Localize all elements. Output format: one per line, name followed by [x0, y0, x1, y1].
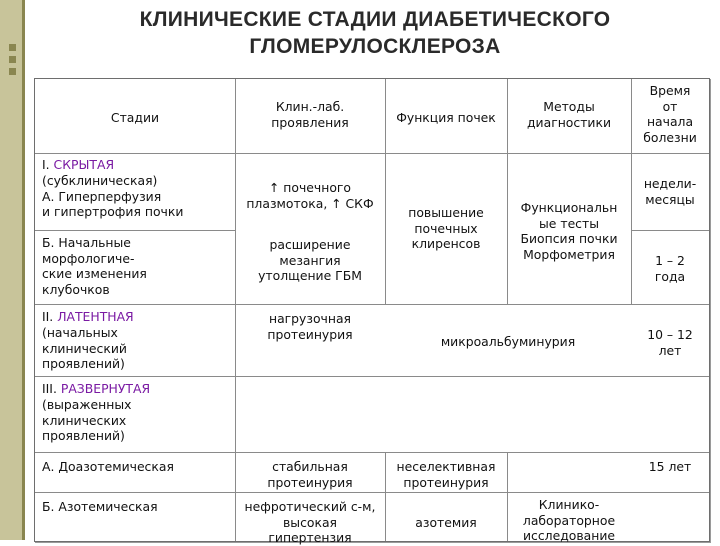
header-diagnostics: Методы диагностики — [526, 99, 612, 130]
header-clinical: Клин.-лаб. проявления — [271, 99, 349, 130]
stage-2-microalbuminuria: микроальбуминурия — [440, 334, 576, 349]
row-divider — [35, 153, 709, 154]
stage-3b-title: Б. Азотемическая — [42, 499, 158, 514]
stage-1-description: (субклиническая) А. Гиперперфузия и гипертрофия почки — [42, 173, 184, 219]
stage-3-number: III. — [42, 381, 61, 396]
slide-title — [30, 6, 720, 60]
stage-2-number: II. — [42, 309, 58, 324]
stage-3a-title: А. Доазотемическая — [42, 459, 174, 474]
row-divider — [35, 452, 709, 453]
stage-3b-kidney-function: азотемия — [415, 515, 477, 530]
stage-3-name: РАЗВЕРНУТАЯ — [60, 381, 151, 396]
stage-3a-kidney-function: неселективная протеинурия — [396, 459, 496, 490]
stage-3b-clinical: нефротический с-м, высокая гипертензия — [244, 499, 376, 545]
cell-divider — [35, 230, 235, 231]
stage-1b-time: 1 – 2 года — [654, 253, 686, 284]
stage-1-title — [42, 157, 232, 173]
stage-1a-clinical: ↑ почечного плазмотока, ↑ СКФ — [246, 180, 374, 211]
stage-3-description: (выраженных клинических проявлений) — [42, 397, 132, 443]
stage-1-diagnostics: Функциональн ые тесты Биопсия почки Морфометрия — [520, 200, 618, 262]
row-divider — [35, 492, 709, 493]
stages-table — [34, 78, 710, 545]
stage-3b-diagnostics: Клинико- лабораторное исследование — [522, 497, 616, 543]
stage-3a-time: 15 лет — [648, 459, 692, 474]
sidebar-bullet — [9, 56, 16, 63]
sidebar-bullet — [9, 68, 16, 75]
title-line-2: ГЛОМЕРУЛОСКЛЕРОЗА — [249, 35, 501, 58]
row-divider — [35, 376, 709, 377]
slide-sidebar — [0, 0, 22, 540]
header-kidney-function: Функция почек — [396, 110, 496, 125]
stage-3-title — [42, 381, 232, 397]
stage-3a-clinical: стабильная протеинурия — [267, 459, 353, 490]
stage-1-kidney-function: повышение почечных клиренсов — [408, 205, 484, 251]
title-line-1: КЛИНИЧЕСКИЕ СТАДИИ ДИАБЕТИЧЕСКОГО — [139, 8, 611, 31]
stage-1-name: СКРЫТАЯ — [53, 157, 115, 172]
slide-sidebar-strip — [22, 0, 25, 540]
stage-2-time: 10 – 12 лет — [647, 327, 693, 358]
stage-1b-clinical: расширение мезангия утолщение ГБМ — [258, 237, 362, 283]
header-time: Время от начала болезни — [643, 83, 697, 145]
cell-divider — [631, 230, 709, 231]
stage-2-name: ЛАТЕНТНАЯ — [57, 309, 134, 324]
stage-2-clinical: нагрузочная протеинурия — [267, 311, 353, 342]
header-stages: Стадии — [110, 110, 160, 125]
row-divider — [35, 304, 709, 305]
stage-1-number: I. — [42, 157, 54, 172]
sidebar-bullet — [9, 44, 16, 51]
stage-2-title — [42, 309, 232, 325]
stage-1b-description: Б. Начальные морфологиче- ские изменения клубочков — [42, 235, 147, 297]
stage-1a-time: недели- месяцы — [643, 176, 697, 207]
stage-2-description: (начальных клинический проявлений) — [42, 325, 127, 371]
